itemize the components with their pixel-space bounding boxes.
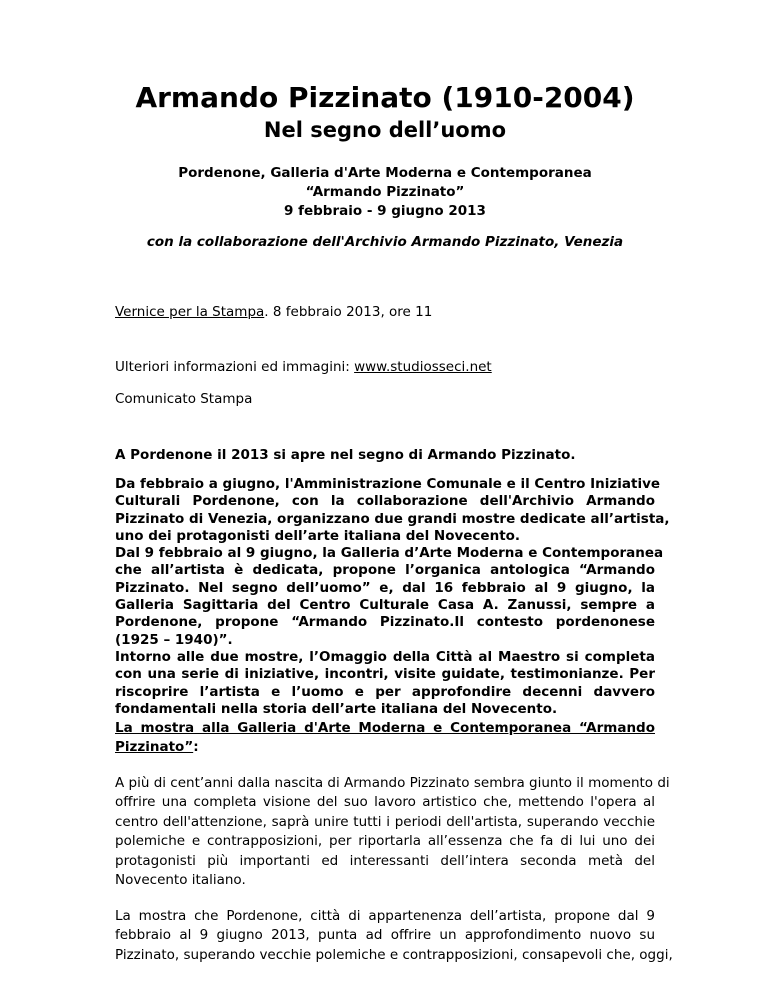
- paragraph-line: Pizzinato, superando vecchie polemiche e contrapposizioni, consapevoli che, oggi,: [115, 946, 673, 963]
- collaboration-note: con la collaborazione dell'Archivio Armando Pizzinato, Venezia: [146, 234, 624, 250]
- intro-line: Pizzinato di Venezia, organizzano due grandi mostre dedicate all’artista,: [115, 510, 670, 527]
- paragraph-line: La mostra che Pordenone, città di appartenenza dell’artista, propone dal 9: [115, 908, 655, 924]
- section-heading-text: Pizzinato”: [115, 739, 194, 755]
- intro-line: Culturali Pordenone, con la collaborazione dell'Archivio Armando: [115, 493, 655, 510]
- paragraph-line: polemiche e contrapposizioni, per riportarla all’essenza che fa di lui uno dei: [115, 833, 655, 850]
- info-text: Ulteriori informazioni ed immagini:: [115, 359, 355, 375]
- intro-line: uno dei protagonisti dell’arte italiana del Novecento.: [115, 527, 521, 544]
- intro-line: Pizzinato. Nel segno dell’uomo” e, dal 16 febbraio al 9 giugno, la: [115, 579, 655, 596]
- website-link[interactable]: www.studiosseci.net: [354, 359, 492, 375]
- paragraph-line: protagonisti più importanti ed interessanti dell’intera seconda metà del: [115, 852, 655, 869]
- intro-line: Dal 9 febbraio al 9 giugno, la Galleria d’Arte Moderna e Contemporanea: [115, 545, 664, 562]
- press-preview-label: Vernice per la Stampa: [115, 304, 265, 320]
- paragraph-2: [115, 907, 673, 965]
- intro-paragraph: [115, 476, 670, 718]
- section-heading-line: La mostra alla Galleria d'Arte Moderna e Contemporanea “Armando: [115, 720, 655, 736]
- intro-line: che all’artista è dedicata, propone l’organica antologica “Armando: [115, 562, 655, 579]
- document-subtitle: Nel segno dell’uomo: [263, 118, 507, 142]
- paragraph-line: febbraio al 9 giugno 2013, punta ad offrire un approfondimento nuovo su: [115, 927, 655, 944]
- intro-line: Galleria Sagittaria del Centro Culturale Casa A. Zanussi, sempre a: [115, 597, 655, 614]
- press-preview-date: . 8 febbraio 2013, ore 11: [264, 304, 433, 320]
- intro-line: riscoprire l’artista e l’uomo e per approfondire decenni davvero: [115, 683, 655, 700]
- press-release-label: Comunicato Stampa: [115, 391, 253, 407]
- paragraph-1: [115, 774, 670, 890]
- paragraph-line: offrire una completa visione del suo lavoro artistico che, mettendo l'opera al: [115, 794, 655, 811]
- info-line: [115, 358, 492, 377]
- section-heading-colon: :: [193, 739, 199, 755]
- intro-line: Intorno alle due mostre, l’Omaggio della Città al Maestro si completa: [115, 648, 655, 665]
- intro-line: con una serie di iniziative, incontri, visite guidate, testimonianze. Per: [115, 666, 655, 683]
- exhibition-venue: [115, 164, 655, 221]
- intro-heading: A Pordenone il 2013 si apre nel segno di Armando Pizzinato.: [115, 447, 576, 463]
- intro-line: fondamentali nella storia dell’arte italiana del Novecento.: [115, 700, 558, 717]
- paragraph-line: centro dell'attenzione, saprà unire tutti i periodi dell'artista, superando vecchie: [115, 813, 655, 830]
- intro-line: Pordenone, propone “Armando Pizzinato.Il contesto pordenonese: [115, 614, 655, 631]
- intro-line: Da febbraio a giugno, l'Amministrazione Comunale e il Centro Iniziative: [115, 476, 661, 492]
- venue-line: “Armando Pizzinato”: [305, 184, 465, 200]
- venue-line: Pordenone, Galleria d'Arte Moderna e Contemporanea: [178, 165, 592, 181]
- venue-line: 9 febbraio - 9 giugno 2013: [284, 203, 486, 219]
- section-heading: [115, 719, 655, 757]
- document-title: Armando Pizzinato (1910-2004): [135, 81, 635, 114]
- section-heading-line: [115, 738, 655, 757]
- paragraph-line: Novecento italiano.: [115, 872, 246, 889]
- paragraph-line: A più di cent’anni dalla nascita di Armando Pizzinato sembra giunto il momento di: [115, 775, 670, 791]
- press-preview: [115, 303, 432, 322]
- intro-line: (1925 – 1940)”.: [115, 631, 233, 648]
